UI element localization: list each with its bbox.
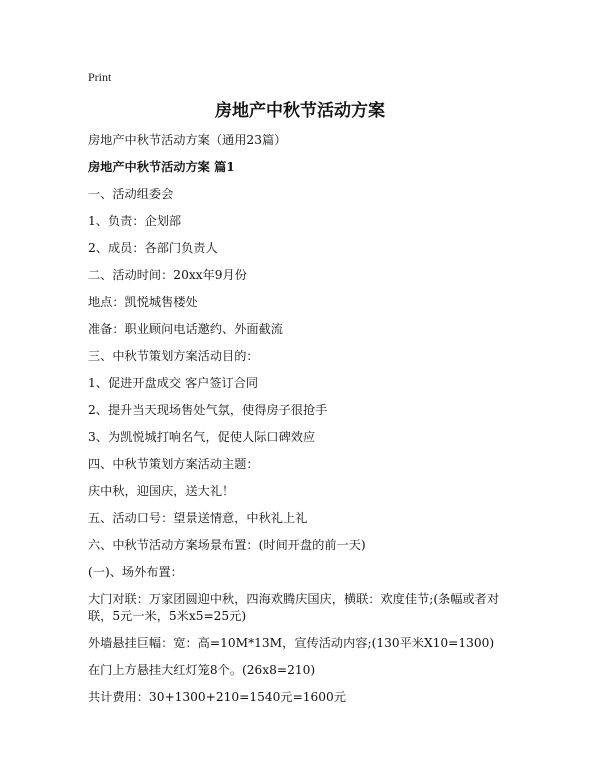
paragraph: 共计费用：30+1300+210=1540元=1600元	[88, 690, 346, 704]
paragraph: 五、活动口号：望景送情意，中秋礼上礼	[88, 511, 308, 525]
paragraph: 大门对联：万家团圆迎中秋，四海欢腾庆国庆，横联：欢度佳节;(条幅或者对联，5元一米，5米x5=25元)	[88, 592, 500, 623]
paragraph: 2、提升当天现场售处气氛，使得房子很抢手	[88, 403, 328, 417]
section-heading: 房地产中秋节活动方案 篇1	[88, 160, 235, 174]
paragraph: 1、促进开盘成交 客户签订合同	[88, 376, 259, 390]
document-body	[88, 132, 518, 716]
paragraph: 准备：职业顾问电话邀约、外面截流	[88, 322, 283, 336]
paragraph: 地点：凯悦城售楼处	[88, 295, 198, 309]
paragraph: 三、中秋节策划方案活动目的：	[88, 349, 259, 363]
print-link[interactable]: Print	[88, 70, 112, 84]
paragraph: 二、活动时间：20xx年9月份	[88, 268, 247, 282]
paragraph: 庆中秋，迎国庆，送大礼！	[88, 484, 235, 498]
paragraph: 六、中秋节活动方案场景布置：(时间开盘的前一天)	[88, 538, 366, 552]
paragraph: 在门上方悬挂大红灯笼8个。(26x8=210)	[88, 663, 316, 677]
paragraph-subtitle: 房地产中秋节活动方案（通用23篇）	[88, 133, 287, 147]
paragraph: 3、为凯悦城打响名气，促使人际口碑效应	[88, 430, 316, 444]
paragraph: 一、活动组委会	[88, 187, 174, 201]
document-title: 房地产中秋节活动方案	[215, 101, 385, 121]
paragraph: (一)、场外布置：	[88, 565, 183, 579]
paragraph: 2、成员：各部门负责人	[88, 241, 218, 255]
paragraph: 四、中秋节策划方案活动主题：	[88, 457, 259, 471]
paragraph: 1、负责：企划部	[88, 214, 182, 228]
paragraph: 外墙悬挂巨幅：宽：高=10M*13M，宣传活动内容;(130平米X10=1300)	[88, 636, 495, 650]
